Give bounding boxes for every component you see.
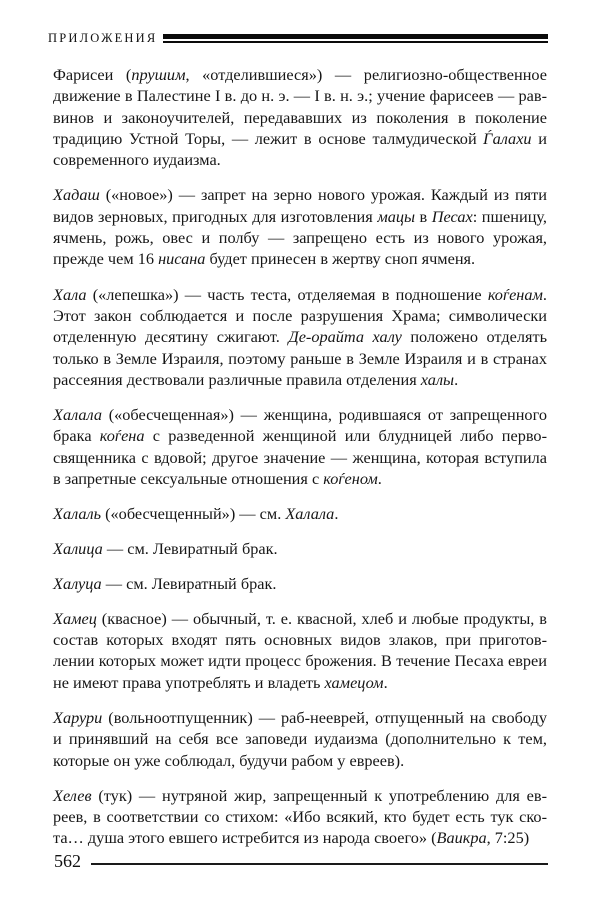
entry-text: , 7:25) [486, 828, 530, 848]
entry-text: — см. Левиратный брак. [101, 573, 277, 593]
italic-term: Ѓалахи [483, 128, 532, 148]
glossary-entry [53, 64, 547, 170]
entry-text: . [383, 672, 388, 692]
footer-rule [91, 863, 548, 865]
entry-text: (квасное) — обычный, т. е. квасной, хлеб и любые продукты, в состав которых входят пять основных видов злаков, при приготовлении которых может идти процесс брожения. В течение Песаха евреи не имеют права употреблять и владеть [53, 608, 547, 692]
italic-term: Халица [53, 539, 103, 559]
entry-text: : пшеницу, ячмень, рожь, овес и полбу — запрещено есть из нового урожая, прежде чем 16 [53, 206, 547, 269]
glossary-entry [53, 538, 547, 559]
italic-term: Халала [53, 405, 102, 425]
entry-text: («лепешка») — часть теста, отделяемая в подношение [86, 284, 488, 304]
italic-term: Хамец [53, 608, 97, 628]
entry-text: . [377, 469, 382, 489]
entry-text: . [334, 504, 339, 524]
italic-term: Песах [431, 206, 473, 226]
glossary-entry [53, 284, 547, 390]
italic-term: мацы [377, 206, 416, 226]
entry-text: с разведенной женщиной или блудницей либо первосвященника с вдовой; другое значение — женщина, которая вступила в запретные сексуальные отношения с [53, 426, 547, 489]
glossary-entry [53, 573, 547, 594]
italic-term: Халуца [53, 573, 102, 593]
italic-term: халы [420, 369, 455, 389]
entry-text: . Этот закон соблюдается и после разрушения Храма; символически отделенную десятину сжигают. [53, 284, 547, 347]
glossary-entry [53, 785, 547, 849]
glossary-entries [53, 64, 547, 863]
entry-text: («новое») — запрет на зерно нового урожая. Каждый из пяти видов зерновых, пригодных для изготовления [53, 185, 547, 226]
page-number: 562 [54, 851, 81, 871]
glossary-entry [53, 503, 547, 524]
italic-term: прушим [131, 65, 186, 84]
entry-text: («обесчещенный») — см. [101, 504, 286, 524]
entry-text: в [415, 206, 432, 226]
italic-term: Хадаш [53, 185, 100, 205]
italic-term: коѓена [99, 426, 145, 446]
running-head [48, 30, 548, 46]
italic-term: Хала [53, 284, 87, 304]
section-title: ПРИЛОЖЕНИЯ [48, 31, 158, 45]
entry-text: Фарисеи ( [53, 65, 132, 84]
glossary-entry [53, 608, 547, 693]
page-footer [54, 850, 548, 872]
header-rule-thick [163, 34, 548, 39]
italic-term: нисана [158, 249, 206, 269]
italic-term: Халаль [53, 504, 102, 524]
entry-text: положено отделять только в Земле Израиля, поэтому раньше в Земле Израиля и в странах рассеяния дествовали различные правила отделения [53, 327, 547, 389]
entry-text: . [454, 369, 459, 389]
italic-term: коѓеном [323, 469, 378, 489]
header-double-rule [163, 34, 548, 43]
glossary-entry [53, 707, 547, 771]
entry-text: («обесчещенная») — женщина, родившаяся от запрещенного брака [53, 405, 547, 446]
entry-text: — см. Левиратный брак. [102, 539, 278, 559]
italic-term: Ваикра [436, 828, 487, 848]
entry-text: будет принесен в жертву сноп ячменя. [205, 249, 476, 269]
italic-term: Халала [285, 504, 335, 524]
italic-term: Хелев [53, 785, 92, 805]
glossary-entry [53, 184, 547, 269]
entry-text: (вольноотпущенник) — раб-нееврей, отпущенный на свободу и принявший на себя все заповеди иудаизма (дополнительно к тем, которые он уже соблюдал, будучи рабом у евреев). [53, 707, 547, 770]
italic-term: Де-орайта халу [288, 327, 402, 347]
entry-text: и современного иудаизма. [53, 128, 547, 170]
italic-term: хамецом [324, 672, 384, 692]
italic-term: Харури [53, 707, 103, 727]
glossary-entry [53, 404, 547, 489]
entry-text: , «отделившиеся») — религиозно-общественное движение в Палестине I в. до н. э. — I в. н. э.; учение фарисеев — раввинов и законоучителей, передававших из поколения в поколение традицию Устной Торы, — лежит в основе талмудической [53, 65, 547, 148]
italic-term: коѓенам [487, 284, 543, 304]
header-rule-thin [163, 41, 548, 43]
entry-text: (тук) — нутряной жир, запрещенный к употреблению для евреев, в соответствии со стихом: «Ибо всякий, кто будет есть тук скота… душа этого евшего истребится из народа своего» ( [53, 785, 547, 848]
